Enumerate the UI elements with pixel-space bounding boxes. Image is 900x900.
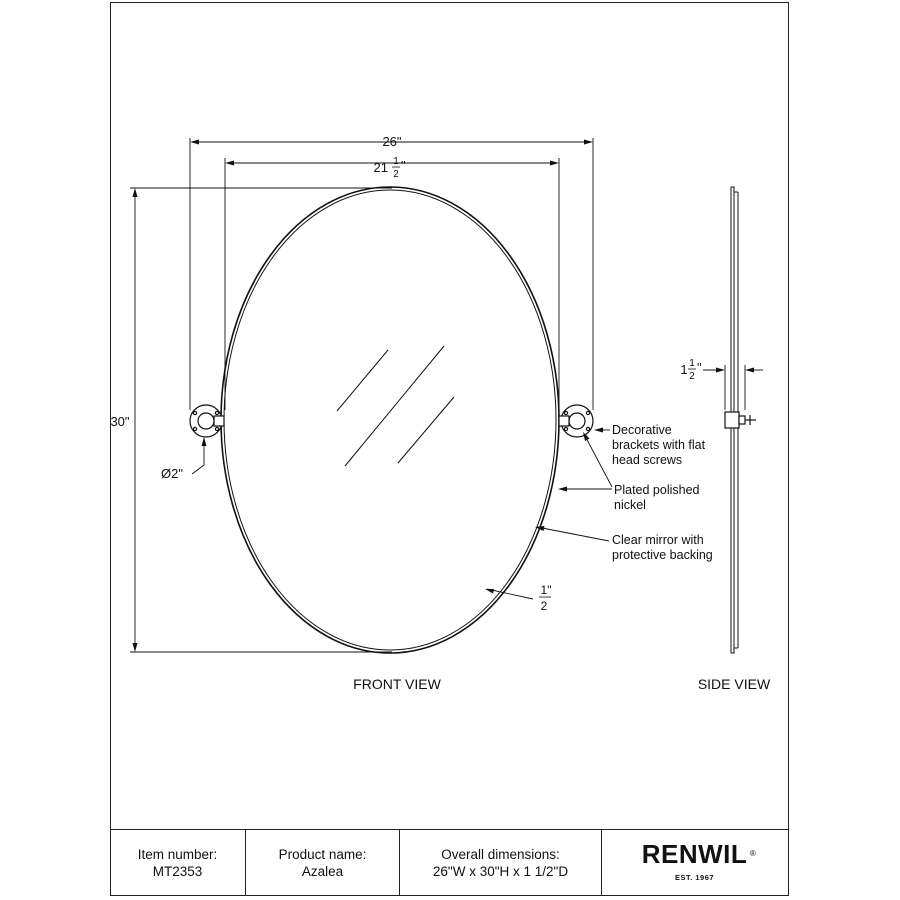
- svg-text:1: 1: [689, 358, 695, 369]
- svg-text:1: 1: [680, 362, 688, 377]
- product-name-cell: [246, 830, 400, 896]
- left-bracket-icon: [190, 405, 224, 437]
- side-bracket-icon: [725, 412, 756, 428]
- svg-text:1: 1: [393, 156, 399, 167]
- brand-cell: [602, 830, 787, 896]
- front-view-label: FRONT VIEW: [353, 676, 441, 692]
- bracket-diameter-leader: [192, 438, 204, 474]
- mirror-frame-outer: [221, 187, 559, 653]
- product-name-label: Product name:: [278, 847, 367, 862]
- right-bracket-icon: [559, 405, 593, 437]
- item-number-value: MT2353: [152, 864, 203, 879]
- mirror-frame-inner: [224, 190, 556, 650]
- svg-text:": ": [697, 360, 702, 375]
- callout-labels: [612, 423, 713, 562]
- finish-callout-line2: nickel: [614, 498, 646, 512]
- svg-text:1": 1": [540, 583, 552, 597]
- width-label: 26": [382, 134, 402, 149]
- title-block: [110, 829, 789, 896]
- inner-width-label: [374, 156, 406, 180]
- callout-leaders: [487, 430, 612, 599]
- brand-established: EST. 1967: [674, 872, 715, 882]
- callout-arrowheads: [485, 428, 603, 594]
- svg-text:2: 2: [393, 169, 399, 180]
- svg-text:2: 2: [689, 371, 695, 382]
- svg-text:2: 2: [540, 599, 548, 613]
- height-label: 30": [110, 414, 130, 429]
- frame-thickness-label: [539, 583, 551, 613]
- front-view: [130, 138, 593, 653]
- mirror-callout-line1: Clear mirror with: [612, 533, 704, 547]
- overall-dimensions-label: Overall dimensions:: [441, 847, 560, 862]
- overall-dimensions-cell: [400, 830, 602, 896]
- bracket-diameter-label: Ø2": [161, 466, 183, 481]
- finish-callout-line1: Plated polished: [614, 483, 700, 497]
- item-number-label: Item number:: [137, 847, 218, 862]
- brackets-callout-line3: head screws: [612, 453, 683, 467]
- svg-text:21: 21: [373, 160, 388, 175]
- brand-logo: RENWIL ®: [641, 838, 757, 869]
- depth-label: [680, 358, 702, 382]
- side-view: [703, 187, 763, 653]
- svg-text:": ": [401, 158, 406, 173]
- brackets-callout-line2: brackets with flat: [612, 438, 706, 452]
- item-number-cell: [110, 830, 246, 896]
- arrowheads: [133, 140, 594, 653]
- product-name-value: Azalea: [301, 864, 344, 879]
- mirror-callout-line2: protective backing: [612, 548, 713, 562]
- reflection-lines: [337, 346, 454, 466]
- brackets-callout-line1: Decorative: [612, 423, 672, 437]
- side-view-label: SIDE VIEW: [697, 676, 771, 692]
- overall-dimensions-value: 26"W x 30"H x 1 1/2"D: [432, 864, 569, 879]
